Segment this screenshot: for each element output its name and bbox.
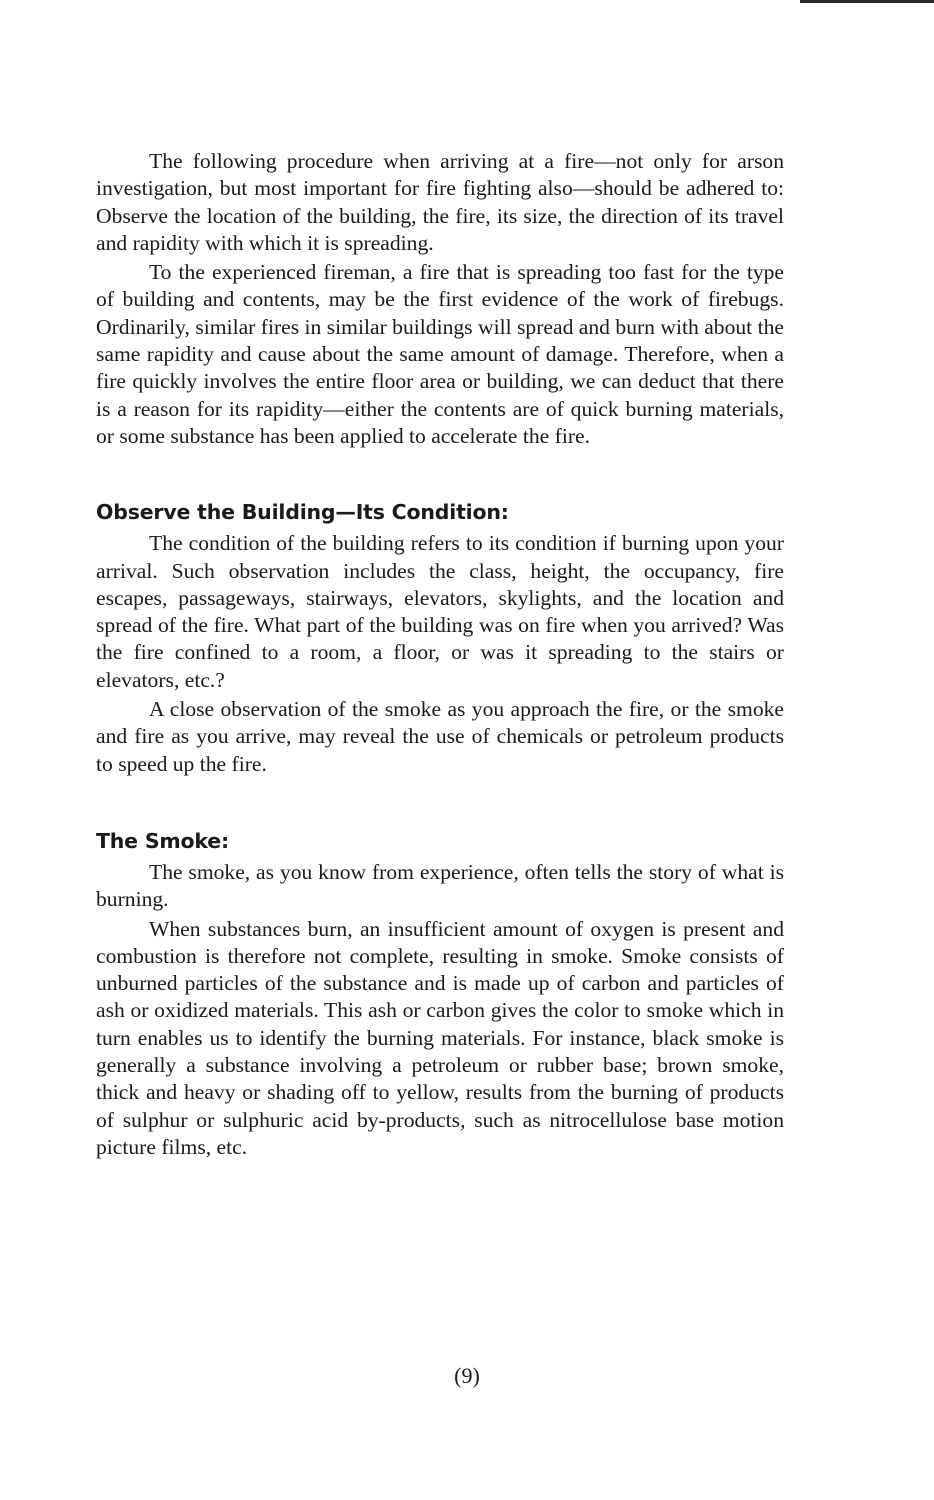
page-number: (9): [454, 1363, 480, 1388]
paragraph-smoke-composition: When substances burn, an insufficient amount of oxygen is present and combustion is therefore not complete, resulting in smoke. Smoke consists of unburned particles of the substance and is made up of carbon and particles of ash or oxidized materials. This ash or carbon gives the color to smoke which in turn enables us to identify the burning materials. For instance, black smoke is generally a substance involving a petroleum or rubber base; brown smoke, thick and heavy or shading off to yellow, results from the burning of products of sulphur or sulphuric acid by-products, such as nitrocellulose base motion picture films, etc.: [96, 916, 784, 1159]
section-smoke: [96, 828, 784, 855]
section-building: [96, 499, 784, 526]
paragraph-experienced-fireman: To the experienced fireman, a fire that is spreading too fast for the type of building and contents, may be the first evidence of the work of firebugs. Ordinarily, similar fires in similar buildings will spread and burn with about the same rapidity and cause about the same amount of damage. Therefore, when a fire quickly involves the entire floor area or building, we can deduct that there is a reason for its rapidity—either the contents are of quick burning materials, or some substance has been applied to accelerate the fire.: [96, 260, 784, 448]
paragraph-building-condition: The condition of the building refers to its condition if burning upon your arrival. Such observation includes the class, height, the occupancy, fire escapes, passageways, stairways, elevators, skylights, and the location and spread of the fire. What part of the building was on fire when you arrived? Was the fire confined to a room, a floor, or was it spreading to the stairs or elevators, etc.?: [96, 531, 784, 692]
paragraph-smoke-observation: A close observation of the smoke as you approach the fire, or the smoke and fire as you arrive, may reveal the use of chemicals or petroleum products to speed up the fire.: [96, 697, 784, 776]
section-heading-building: Observe the Building—Its Condition:: [96, 500, 509, 525]
paragraph-procedure: The following procedure when arriving at a fire—not only for arson investigation, but most important for fire fighting also—should be adhered to: Observe the location of the building, the fire, its size, the direction of its travel and rapidity with which it is spreading.: [96, 149, 784, 255]
paragraph-smoke-story: The smoke, as you know from experience, often tells the story of what is burning.: [96, 859, 784, 912]
page-body: [96, 148, 784, 1161]
corner-rule: [800, 0, 934, 3]
section-heading-smoke: The Smoke:: [96, 828, 230, 853]
